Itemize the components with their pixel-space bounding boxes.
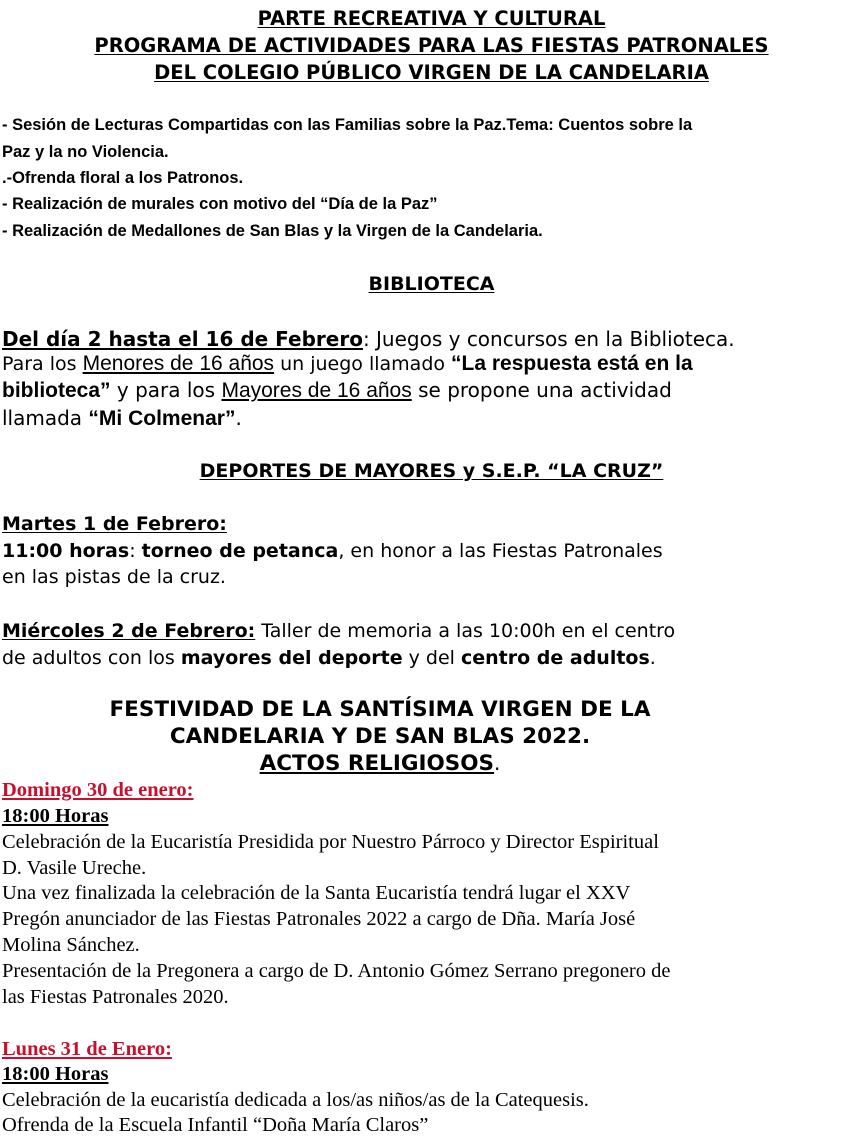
festividad-line-1: FESTIVIDAD DE LA SANTÍSIMA VIRGEN DE LA: [109, 697, 651, 722]
deportes-title: DEPORTES DE MAYORES y S.E.P. “LA CRUZ”: [199, 460, 664, 482]
biblioteca-line-4: [2, 406, 242, 431]
martes-rest: , en honor a las Fiestas Patronales: [338, 540, 663, 562]
miercoles-l2-b: mayores del deporte: [180, 647, 403, 669]
colegio-item-1-line-1: - Sesión de Lecturas Compartidas con las Familias sobre la Paz.Tema: Cuentos sobre la: [2, 116, 693, 134]
miercoles-l2-a: de adultos con los: [2, 647, 181, 669]
domingo-p5: Molina Sánchez.: [2, 934, 140, 956]
martes-line-2: en las pistas de la cruz.: [2, 566, 226, 588]
domingo-title: Domingo 30 de enero:: [2, 779, 194, 801]
header-line-1: PARTE RECREATIVA Y CULTURAL: [257, 7, 606, 30]
biblioteca-line-3-a: y para los: [110, 378, 222, 402]
domingo-p7: las Fiestas Patronales 2020.: [2, 986, 229, 1008]
colegio-item-1-line-2: Paz y la no Violencia.: [2, 143, 169, 161]
colegio-item-4: - Realización de Medallones de San Blas y la Virgen de la Candelaria.: [2, 222, 543, 240]
biblioteca-dates: Del día 2 hasta el 16 de Febrero: [2, 327, 363, 351]
menores-label: Menores de 16 años: [82, 352, 275, 375]
martes-title: Martes 1 de Febrero:: [2, 513, 227, 535]
lunes-time: 18:00 Horas: [2, 1063, 109, 1085]
martes-time: 11:00 horas: [2, 540, 130, 562]
juego-title-part-1: “La respuesta está en la: [451, 352, 693, 375]
colegio-item-3: - Realización de murales con motivo del “Día de la Paz”: [2, 195, 438, 213]
lunes-title: Lunes 31 de Enero:: [2, 1038, 172, 1060]
martes-event: torneo de petanca: [141, 540, 339, 562]
actos-religiosos-title: ACTOS RELIGIOSOS: [259, 751, 495, 776]
domingo-time: 18:00 Horas: [2, 805, 109, 827]
colegio-item-2: .-Ofrenda floral a los Patronos.: [2, 169, 244, 187]
miercoles-title: Miércoles 2 de Febrero:: [2, 620, 256, 642]
domingo-p6: Presentación de la Pregonera a cargo de D. Antonio Gómez Serrano pregonero de: [2, 960, 671, 982]
colmenar-title: “Mi Colmenar”: [88, 407, 236, 430]
juego-title-part-2: biblioteca”: [2, 379, 111, 402]
miercoles-line-2: [2, 647, 656, 669]
domingo-p2: D. Vasile Ureche.: [2, 857, 147, 879]
header-line-2: PROGRAMA DE ACTIVIDADES PARA LAS FIESTAS PATRONALES: [94, 34, 769, 57]
lunes-p1: Celebración de la eucaristía dedicada a los/as niños/as de la Catequesis.: [2, 1089, 589, 1111]
miercoles-line-1: [2, 620, 675, 642]
biblioteca-title: BIBLIOTECA: [368, 273, 495, 295]
miercoles-l2-c: y del: [402, 647, 461, 669]
lunes-p2: Ofrenda de la Escuela Infantil “Doña María Claros”: [2, 1114, 429, 1136]
festividad-line-2: CANDELARIA Y DE SAN BLAS 2022.: [169, 724, 591, 749]
biblioteca-line-1-text: : Juegos y concursos en la Biblioteca.: [362, 327, 735, 351]
festividad-line-3: [0, 751, 760, 776]
martes-line-1: [2, 540, 663, 562]
header-line-3: DEL COLEGIO PÚBLICO VIRGEN DE LA CANDELARIA: [154, 61, 709, 84]
biblioteca-line-4-dot: .: [235, 406, 242, 430]
domingo-p4: Pregón anunciador de las Fiestas Patronales 2022 a cargo de Dña. María José: [2, 908, 636, 930]
miercoles-l2-e: .: [649, 647, 656, 669]
martes-colon: :: [129, 540, 142, 562]
biblioteca-line-3: [2, 378, 672, 403]
biblioteca-line-2: [2, 352, 693, 376]
mayores-label: Mayores de 16 años: [221, 379, 412, 402]
biblioteca-line-2-b: un juego llamado: [274, 353, 452, 375]
actos-religiosos-dot: .: [494, 751, 501, 775]
biblioteca-line-4-a: llamada: [2, 406, 89, 430]
miercoles-l2-d: centro de adultos: [460, 647, 650, 669]
biblioteca-line-1: [2, 327, 735, 351]
miercoles-rest: Taller de memoria a las 10:00h en el centro: [255, 620, 676, 642]
biblioteca-line-3-b: se propone una actividad: [411, 378, 672, 402]
domingo-p1: Celebración de la Eucaristía Presidida por Nuestro Párroco y Director Espiritual: [2, 831, 659, 853]
domingo-p3: Una vez finalizada la celebración de la Santa Eucaristía tendrá lugar el XXV: [2, 882, 631, 904]
biblioteca-line-2-a: Para los: [2, 353, 83, 375]
